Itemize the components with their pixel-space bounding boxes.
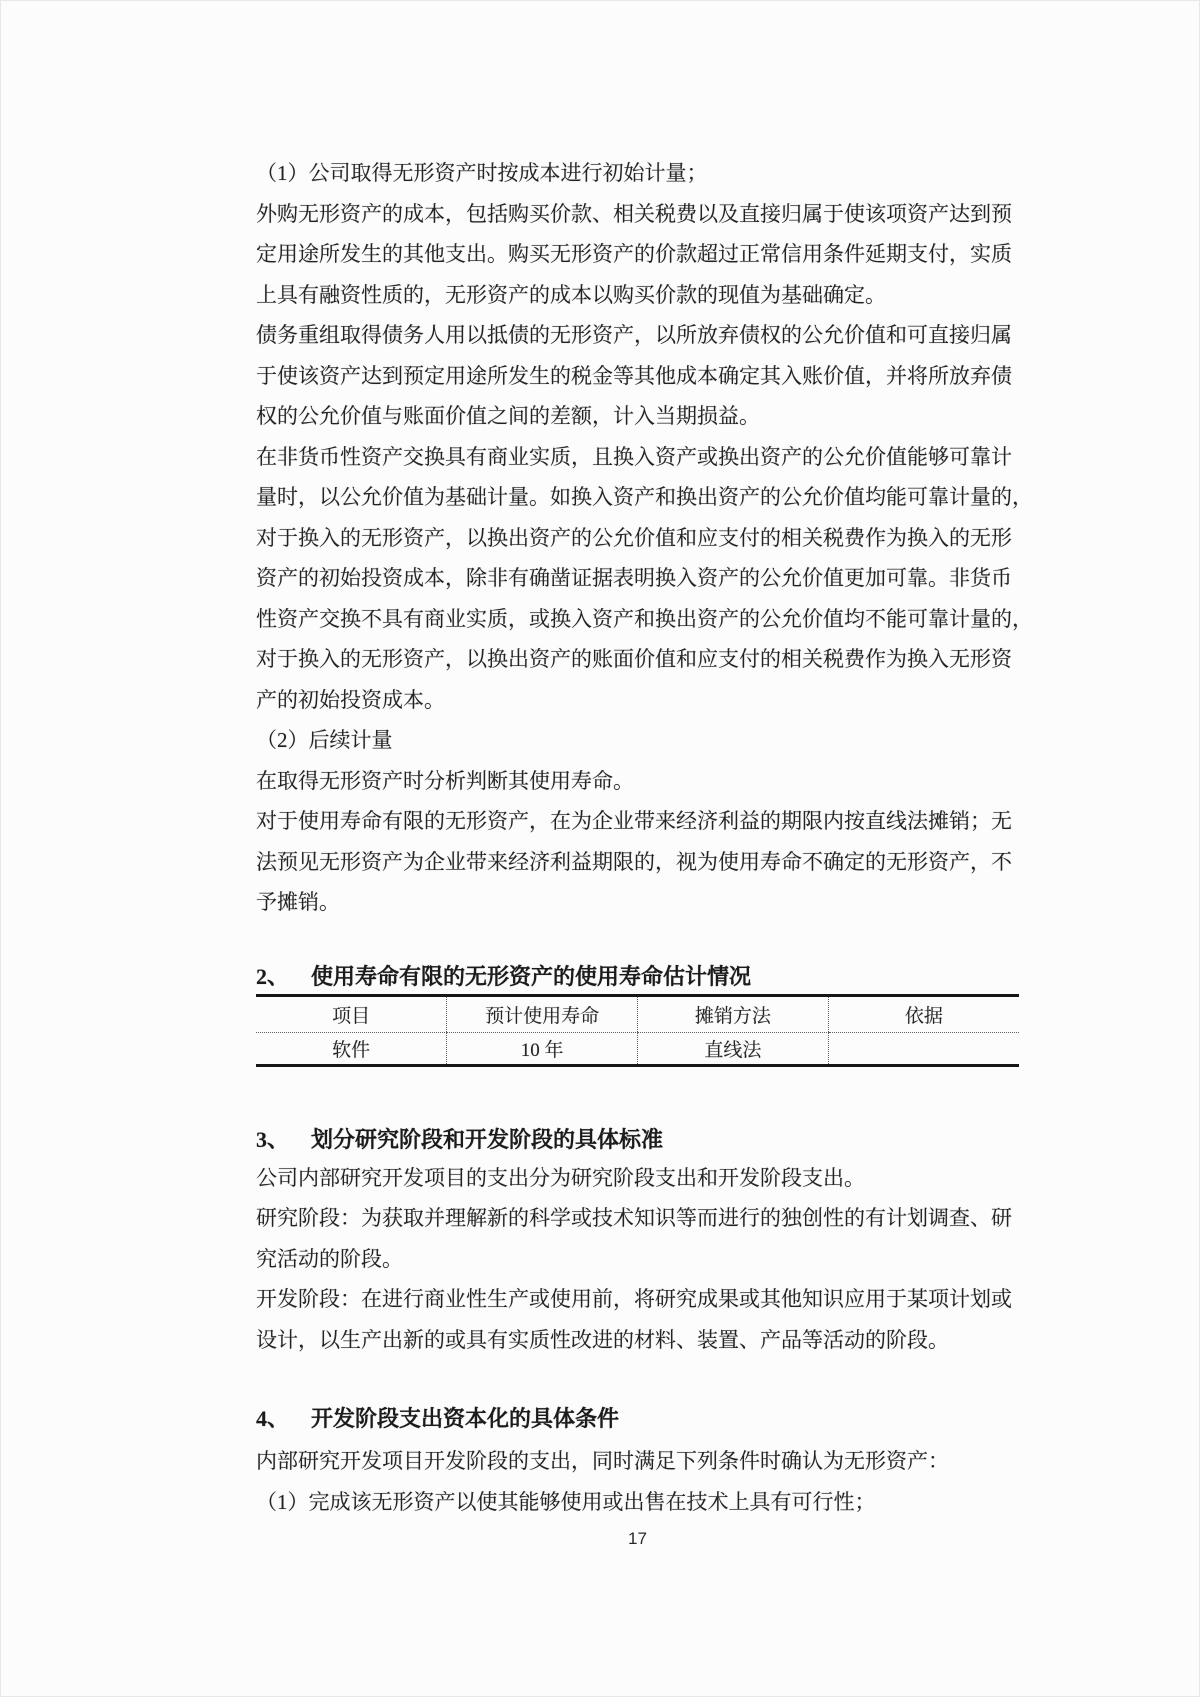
text-line: （2）后续计量 [256, 728, 393, 752]
section-heading-h2 [256, 961, 1019, 993]
text-line: 性资产交换不具有商业实质，或换入资产和换出资产的公允价值均不能可靠计量的， [256, 606, 1033, 631]
text-line: 对于换入的无形资产，以换出资产的公允价值和应支付的相关税费作为换入的无形 [256, 525, 1012, 550]
paragraph [256, 1482, 1019, 1523]
table-row [256, 1032, 1019, 1065]
paragraph [256, 194, 1019, 316]
text-line: 债务重组取得债务人用以抵债的无形资产，以所放弃债权的公允价值和可直接归属 [256, 323, 1012, 347]
text-line: 资产的初始投资成本，除非有确凿证据表明换入资产的公允价值更加可靠。非货币 [256, 566, 1012, 590]
table-cell: 直线法 [638, 1032, 829, 1065]
useful-life-table [256, 994, 1019, 1067]
table-cell: 10 年 [447, 1032, 638, 1065]
text-line: 于使该资产达到预定用途所发生的税金等其他成本确定其入账价值，并将所放弃债 [256, 363, 1012, 388]
heading-title: 开发阶段支出资本化的具体条件 [311, 1406, 620, 1431]
table-header-cell: 依据 [828, 995, 1019, 1032]
table-body [256, 1032, 1019, 1065]
table-cell: 软件 [332, 1039, 371, 1061]
table-header-cell: 项目 [256, 995, 447, 1032]
text-line: （1）完成该无形资产以使其能够使用或出售在技术上具有可行性； [256, 1489, 876, 1514]
paragraph [256, 1158, 1019, 1199]
text-line: 予摊销。 [256, 890, 340, 914]
paragraph [256, 720, 1019, 761]
text-line: 在非货币性资产交换具有商业实质，且换入资产或换出资产的公允价值能够可靠计 [256, 444, 1012, 469]
table-header-cell: 摊销方法 [638, 995, 829, 1032]
text-line: 研究阶段：为获取并理解新的科学或技术知识等而进行的独创性的有计划调查、研 [256, 1206, 1012, 1230]
text-line: 对于使用寿命有限的无形资产，在为企业带来经济利益的期限内按直线法摊销；无 [256, 809, 1012, 833]
text-line: 上具有融资性质的，无形资产的成本以购买价款的现值为基础确定。 [256, 282, 886, 307]
text-line: 产的初始投资成本。 [256, 687, 445, 712]
body-text [256, 153, 1033, 1522]
section-heading-h4 [256, 1403, 1019, 1435]
text-line: 定用途所发生的其他支出。购买无形资产的价款超过正常信用条件延期支付，实质 [256, 242, 1012, 266]
section-heading-h3 [256, 1124, 1019, 1156]
text-line: 在取得无形资产时分析判断其使用寿命。 [256, 768, 634, 793]
heading-title: 划分研究阶段和开发阶段的具体标准 [311, 1126, 664, 1152]
table-header-row [256, 995, 1019, 1032]
paragraph [256, 801, 1019, 923]
table-head [256, 995, 1019, 1032]
paragraph [256, 761, 1019, 802]
text-line: 对于换入的无形资产，以换出资产的账面价值和应支付的相关税费作为换入无形资 [256, 647, 1012, 671]
heading-number: 4、 [256, 1406, 290, 1431]
text-line: （1）公司取得无形资产时按成本进行初始计量； [256, 161, 708, 185]
page-footer [256, 1528, 1019, 1550]
paragraph [256, 1198, 1019, 1279]
text-line: 权的公允价值与账面价值之间的差额，计入当期损益。 [256, 404, 760, 428]
text-line: 外购无形资产的成本，包括购买价款、相关税费以及直接归属于使该项资产达到预 [256, 201, 1012, 226]
page-number: 17 [628, 1529, 647, 1548]
paragraph [256, 437, 1033, 721]
text-line: 公司内部研究开发项目的支出分为研究阶段支出和开发阶段支出。 [256, 1165, 865, 1190]
text-line: 究活动的阶段。 [256, 1246, 403, 1271]
text-line: 开发阶段：在进行商业性生产或使用前，将研究成果或其他知识应用于某项计划或 [256, 1287, 1012, 1311]
text-line: 设计，以生产出新的或具有实质性改进的材料、装置、产品等活动的阶段。 [256, 1327, 949, 1352]
paragraph [256, 315, 1019, 437]
heading-title: 使用寿命有限的无形资产的使用寿命估计情况 [311, 963, 752, 989]
heading-number: 3、 [256, 1126, 290, 1152]
text-line: 内部研究开发项目开发阶段的支出，同时满足下列条件时确认为无形资产： [256, 1449, 949, 1473]
text-line: 量时，以公允价值为基础计量。如换入资产和换出资产的公允价值均能可靠计量的， [256, 485, 1033, 509]
paragraph [256, 1441, 1019, 1482]
heading-number: 2、 [256, 963, 290, 989]
paragraph [256, 153, 1019, 194]
table-cell [828, 1032, 1019, 1065]
table-header-cell: 预计使用寿命 [447, 995, 638, 1032]
text-line: 法预见无形资产为企业带来经济利益期限的，视为使用寿命不确定的无形资产，不 [256, 849, 1012, 874]
paragraph [256, 1279, 1019, 1360]
